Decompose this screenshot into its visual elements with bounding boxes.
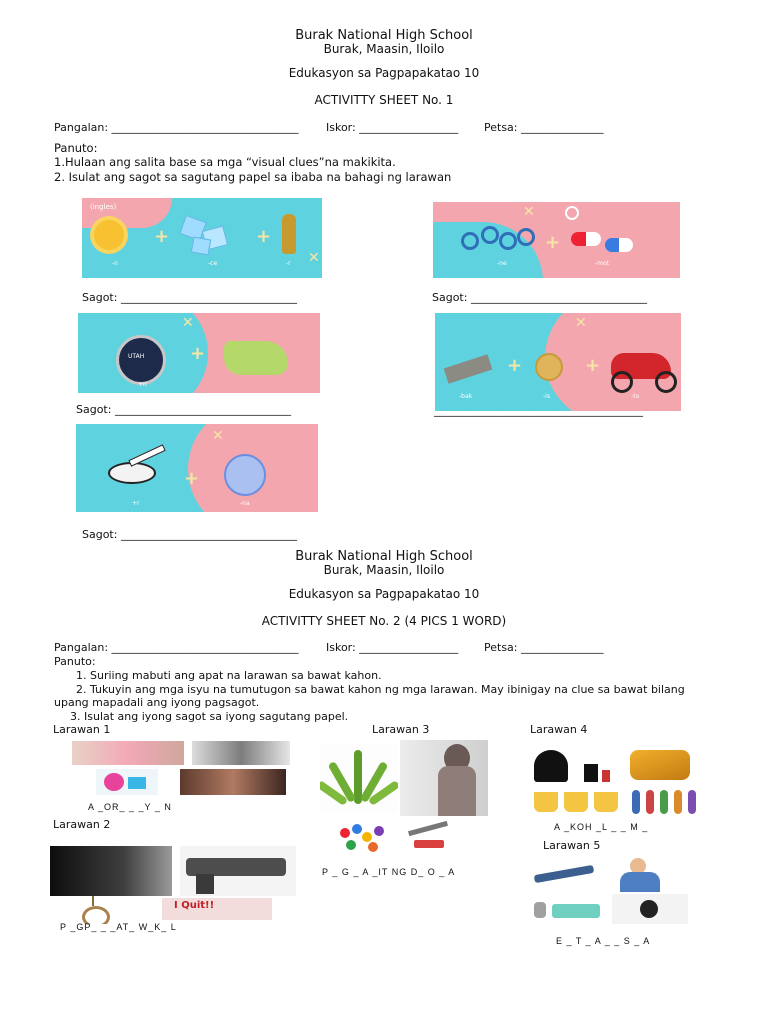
visual-clue-panel-4: + + ✕ -bak -is -to [435,313,681,411]
activity-title: ACTIVITTY SHEET No. 1 [314,93,454,107]
instruction-2-2b: upang mapadali ang iyong pagsagot. [54,696,260,709]
larawan-5-photo-3 [530,894,606,924]
roof-sheet-icon [444,354,493,383]
clue-caption: +n [138,381,147,388]
instruction-1: 1.Hulaan ang salita base sa mga “visual clues”na makikita. [54,155,396,169]
instruction-2: 2. Isulat ang sagot sa sagutang papel sa ibaba na bahagi ng larawan [54,170,452,184]
larawan-2-photo-2 [180,846,296,896]
pill-icon [571,232,601,246]
seal-text: UTAH [128,353,145,360]
instruction-2-2: 2. Tukuyin ang mga isyu na tumutugon sa bawat kahon ng mga larawan. May ibinigay na clue sa bawat bilang [76,683,685,696]
visual-clue-panel-1: (ingles) + + -n -ce -r ✕ [82,198,322,278]
larawan-1-photo-2 [192,741,290,765]
date-field-2[interactable]: Petsa: _______________ [484,641,604,654]
larawan-2-photo-4 [162,898,272,920]
larawan-3-photo-1 [320,744,398,814]
plus-sign: + [190,343,206,364]
coin-icon [461,232,479,250]
instruction-2-3: 3. Isulat ang iyong sagot sa iyong sagutang papel. [70,710,349,723]
answer-line-5[interactable]: Sagot: ________________________________ [82,528,297,541]
larawan-4-photo-2 [620,744,704,786]
plus-sign-2: + [256,226,272,247]
larawan-4-photo-4 [626,786,708,816]
larawan-2-photo-1 [50,846,172,896]
larawan-5-photo-2 [606,856,684,892]
larawan-2-photo-3 [64,896,150,924]
cigarette-icon [128,444,165,466]
clue-caption: -r [286,260,291,267]
clue-caption: -ne [497,260,507,267]
state-seal-icon [116,335,166,385]
answer-line-3[interactable]: Sagot: ________________________________ [76,403,291,416]
name-field-2[interactable]: Pangalan: __________________________________ [54,641,299,654]
school-address: Burak, Maasin, Iloilo [323,42,445,56]
larawan-1-photo-1 [72,741,184,765]
clue-caption: -na [240,500,250,507]
plus-sign: + [545,232,561,253]
plus-sign-2: + [585,355,601,376]
instructions-heading-2: Panuto: [54,655,96,668]
larawan-2-hint: P _GP_ _ _AT_ W_K_ L [60,922,177,932]
plus-sign: + [184,468,200,489]
clue-caption: -to [631,393,640,400]
larawan-1-photo-3 [96,769,158,795]
score-field[interactable]: Iskor: __________________ [326,121,459,134]
united-nations-icon [224,454,266,496]
name-field[interactable]: Pangalan: __________________________________ [54,121,299,134]
clue-caption: -n [112,260,118,267]
quit-sign-text: I Quit!! [174,900,215,911]
bottle-icon [282,214,296,254]
larawan-3-photo-3 [334,818,396,858]
score-field-2[interactable]: Iskor: __________________ [326,641,459,654]
sun-icon [94,220,124,250]
school-name-2: Burak National High School [295,549,473,564]
school-address-2: Burak, Maasin, Iloilo [323,563,445,577]
answer-line-4[interactable]: ______________________________________ [434,404,643,417]
larawan-4-photo-1 [530,744,620,786]
larawan-4-label: Larawan 4 [530,723,588,736]
larawan-1-label: Larawan 1 [53,723,111,736]
larawan-4-photo-3 [530,788,624,816]
clue-caption: -is [543,393,550,400]
asia-map-icon [224,341,288,375]
clue-caption: -bak [459,393,473,400]
larawan-3-photo-4 [400,816,458,858]
instruction-2-1: 1. Suriing mabuti ang apat na larawan sa bawat kahon. [76,669,382,682]
snail-icon [535,353,563,381]
answer-line-2[interactable]: Sagot: ________________________________ [432,291,647,304]
visual-clue-panel-5: + ✕ +r -na [76,424,318,512]
larawan-5-photo-1 [530,858,602,890]
plus-sign: + [507,355,523,376]
clue-caption: -ce [208,260,218,267]
subject-title: Edukasyon sa Pagpapakatao 10 [288,66,480,80]
activity-title-2: ACTIVITTY SHEET No. 2 (4 PICS 1 WORD) [261,614,507,628]
answer-line-1[interactable]: Sagot: ________________________________ [82,291,297,304]
larawan-4-hint: A _KOH _L _ _ M _ [554,822,649,832]
clue-caption: +r [132,500,140,507]
visual-clue-panel-2: + ✕ -ne -mot [433,202,680,278]
clue-caption: -mot [595,260,610,267]
larawan-3-label: Larawan 3 [372,723,430,736]
visual-clue-panel-3: UTAH + ✕ +n [78,313,320,393]
larawan-3-photo-2 [400,740,488,816]
larawan-5-label: Larawan 5 [543,839,601,852]
date-field[interactable]: Petsa: _______________ [484,121,604,134]
school-name: Burak National High School [295,28,473,43]
ice-icon-3 [191,237,212,256]
larawan-2-label: Larawan 2 [53,818,111,831]
subject-title-2: Edukasyon sa Pagpapakatao 10 [288,587,480,601]
plus-sign: + [154,226,170,247]
larawan-5-photo-4 [612,894,688,924]
instructions-heading: Panuto: [54,141,98,155]
larawan-5-hint: E _ T _ A _ _ S _ A [556,936,651,946]
panel-tag: (ingles) [90,203,117,211]
larawan-1-photo-4 [180,769,286,795]
larawan-1-hint: A _OR_ _ _Y _ N [88,802,172,812]
larawan-3-hint: P _ G _ A _IT NG D_ O _ A [322,867,456,877]
